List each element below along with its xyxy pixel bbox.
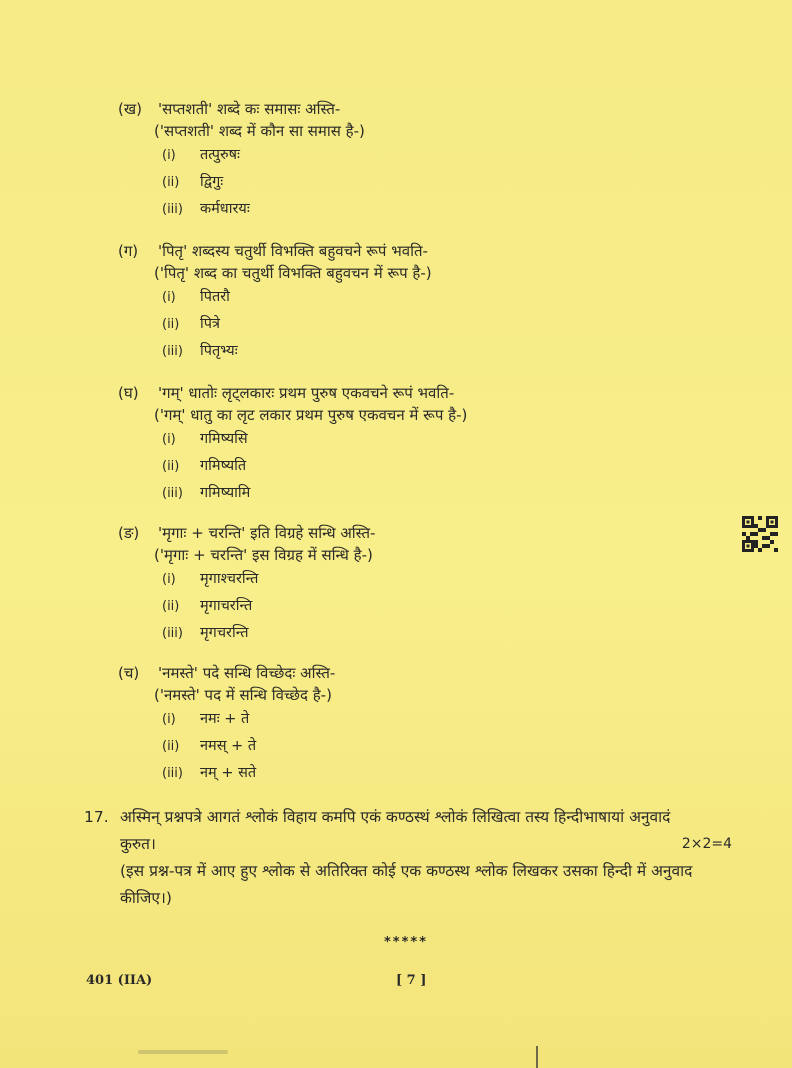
question-hindi: ('पितृ' शब्द का चतुर्थी विभक्ति बहुवचन में रूप है-) [154, 264, 432, 282]
question-nga [118, 522, 718, 647]
question-sanskrit: 'गम्' धातोः लृट्लकारः प्रथम पुरुष एकवचने रूपं भवति- [158, 384, 455, 402]
question-sanskrit: 'नमस्ते' पदे सन्धि विच्छेदः अस्ति- [158, 664, 336, 682]
question-hindi: ('नमस्ते' पद में सन्धि विच्छेद है-) [154, 686, 332, 704]
option-3: (iii) मृगचरन्ति [162, 625, 249, 641]
end-mark: ***** [384, 935, 428, 950]
option-1: (i) पितरौ [162, 289, 230, 305]
question-label: (च) [118, 664, 140, 682]
question-hindi: ('सप्तशती' शब्द में कौन सा समास है-) [154, 122, 365, 140]
question-label: (ङ) [118, 524, 140, 542]
paper-code: 401 (IIA) [86, 973, 153, 988]
option-2: (ii) नमस् + ते [162, 738, 257, 754]
question-sanskrit: 'सप्तशती' शब्दे कः समासः अस्ति- [158, 100, 341, 118]
question-label: (ग) [118, 242, 139, 260]
option-1: (i) गमिष्यसि [162, 431, 248, 447]
option-3: (iii) नम् + सते [162, 765, 257, 781]
question-17 [84, 804, 744, 912]
question-ga [118, 240, 718, 365]
q17-hindi-line1: (इस प्रश्न-पत्र में आए हुए श्लोक से अतिरिक्त कोई एक कण्ठस्थ श्लोक लिखकर उसका हिन्दी में अनुवाद [120, 862, 693, 880]
option-1: (i) मृगाश्चरन्ति [162, 571, 259, 587]
option-2: (ii) गमिष्यति [162, 458, 247, 474]
option-2: (ii) पित्रे [162, 316, 220, 332]
question-sanskrit: 'मृगाः + चरन्ति' इति विग्रहे सन्धि अस्ति- [158, 524, 376, 542]
option-3: (iii) कर्मधारयः [162, 201, 250, 217]
option-3: (iii) गमिष्यामि [162, 485, 251, 501]
page-number: [ 7 ] [396, 973, 427, 988]
option-2: (ii) द्विगुः [162, 174, 224, 190]
question-hindi: ('मृगाः + चरन्ति' इस विग्रह में सन्धि है-) [154, 546, 373, 564]
question-label: (ख) [118, 100, 142, 118]
question-kha [118, 98, 718, 223]
q17-sanskrit-line2: कुरुत। [120, 835, 156, 853]
question-sanskrit: 'पितृ' शब्दस्य चतुर्थी विभक्ति बहुवचने रूपं भवति- [158, 242, 428, 260]
qr-code-icon[interactable] [742, 516, 778, 552]
option-2: (ii) मृगाचरन्ति [162, 598, 253, 614]
q17-sanskrit-line1: अस्मिन् प्रश्नपत्रे आगतं श्लोकं विहाय कमपि एकं कण्ठस्थं श्लोकं लिखित्वा तस्य हिन्दीभाषायां अनुवादं [120, 808, 671, 826]
option-1: (i) नमः + ते [162, 711, 250, 727]
question-label: (घ) [118, 384, 139, 402]
option-1: (i) तत्पुरुषः [162, 147, 240, 163]
q17-hindi-line2: कीजिए।) [120, 889, 172, 907]
question-cha [118, 662, 718, 787]
question-number: 17. [84, 808, 109, 826]
scan-artifact-tick [536, 1046, 538, 1068]
scan-artifact [138, 1050, 228, 1054]
option-3: (iii) पितृभ्यः [162, 343, 238, 359]
marks-label: 2×2=4 [681, 836, 732, 852]
question-gha [118, 382, 718, 507]
question-hindi: ('गम्' धातु का लृट लकार प्रथम पुरुष एकवचन में रूप है-) [154, 406, 468, 424]
